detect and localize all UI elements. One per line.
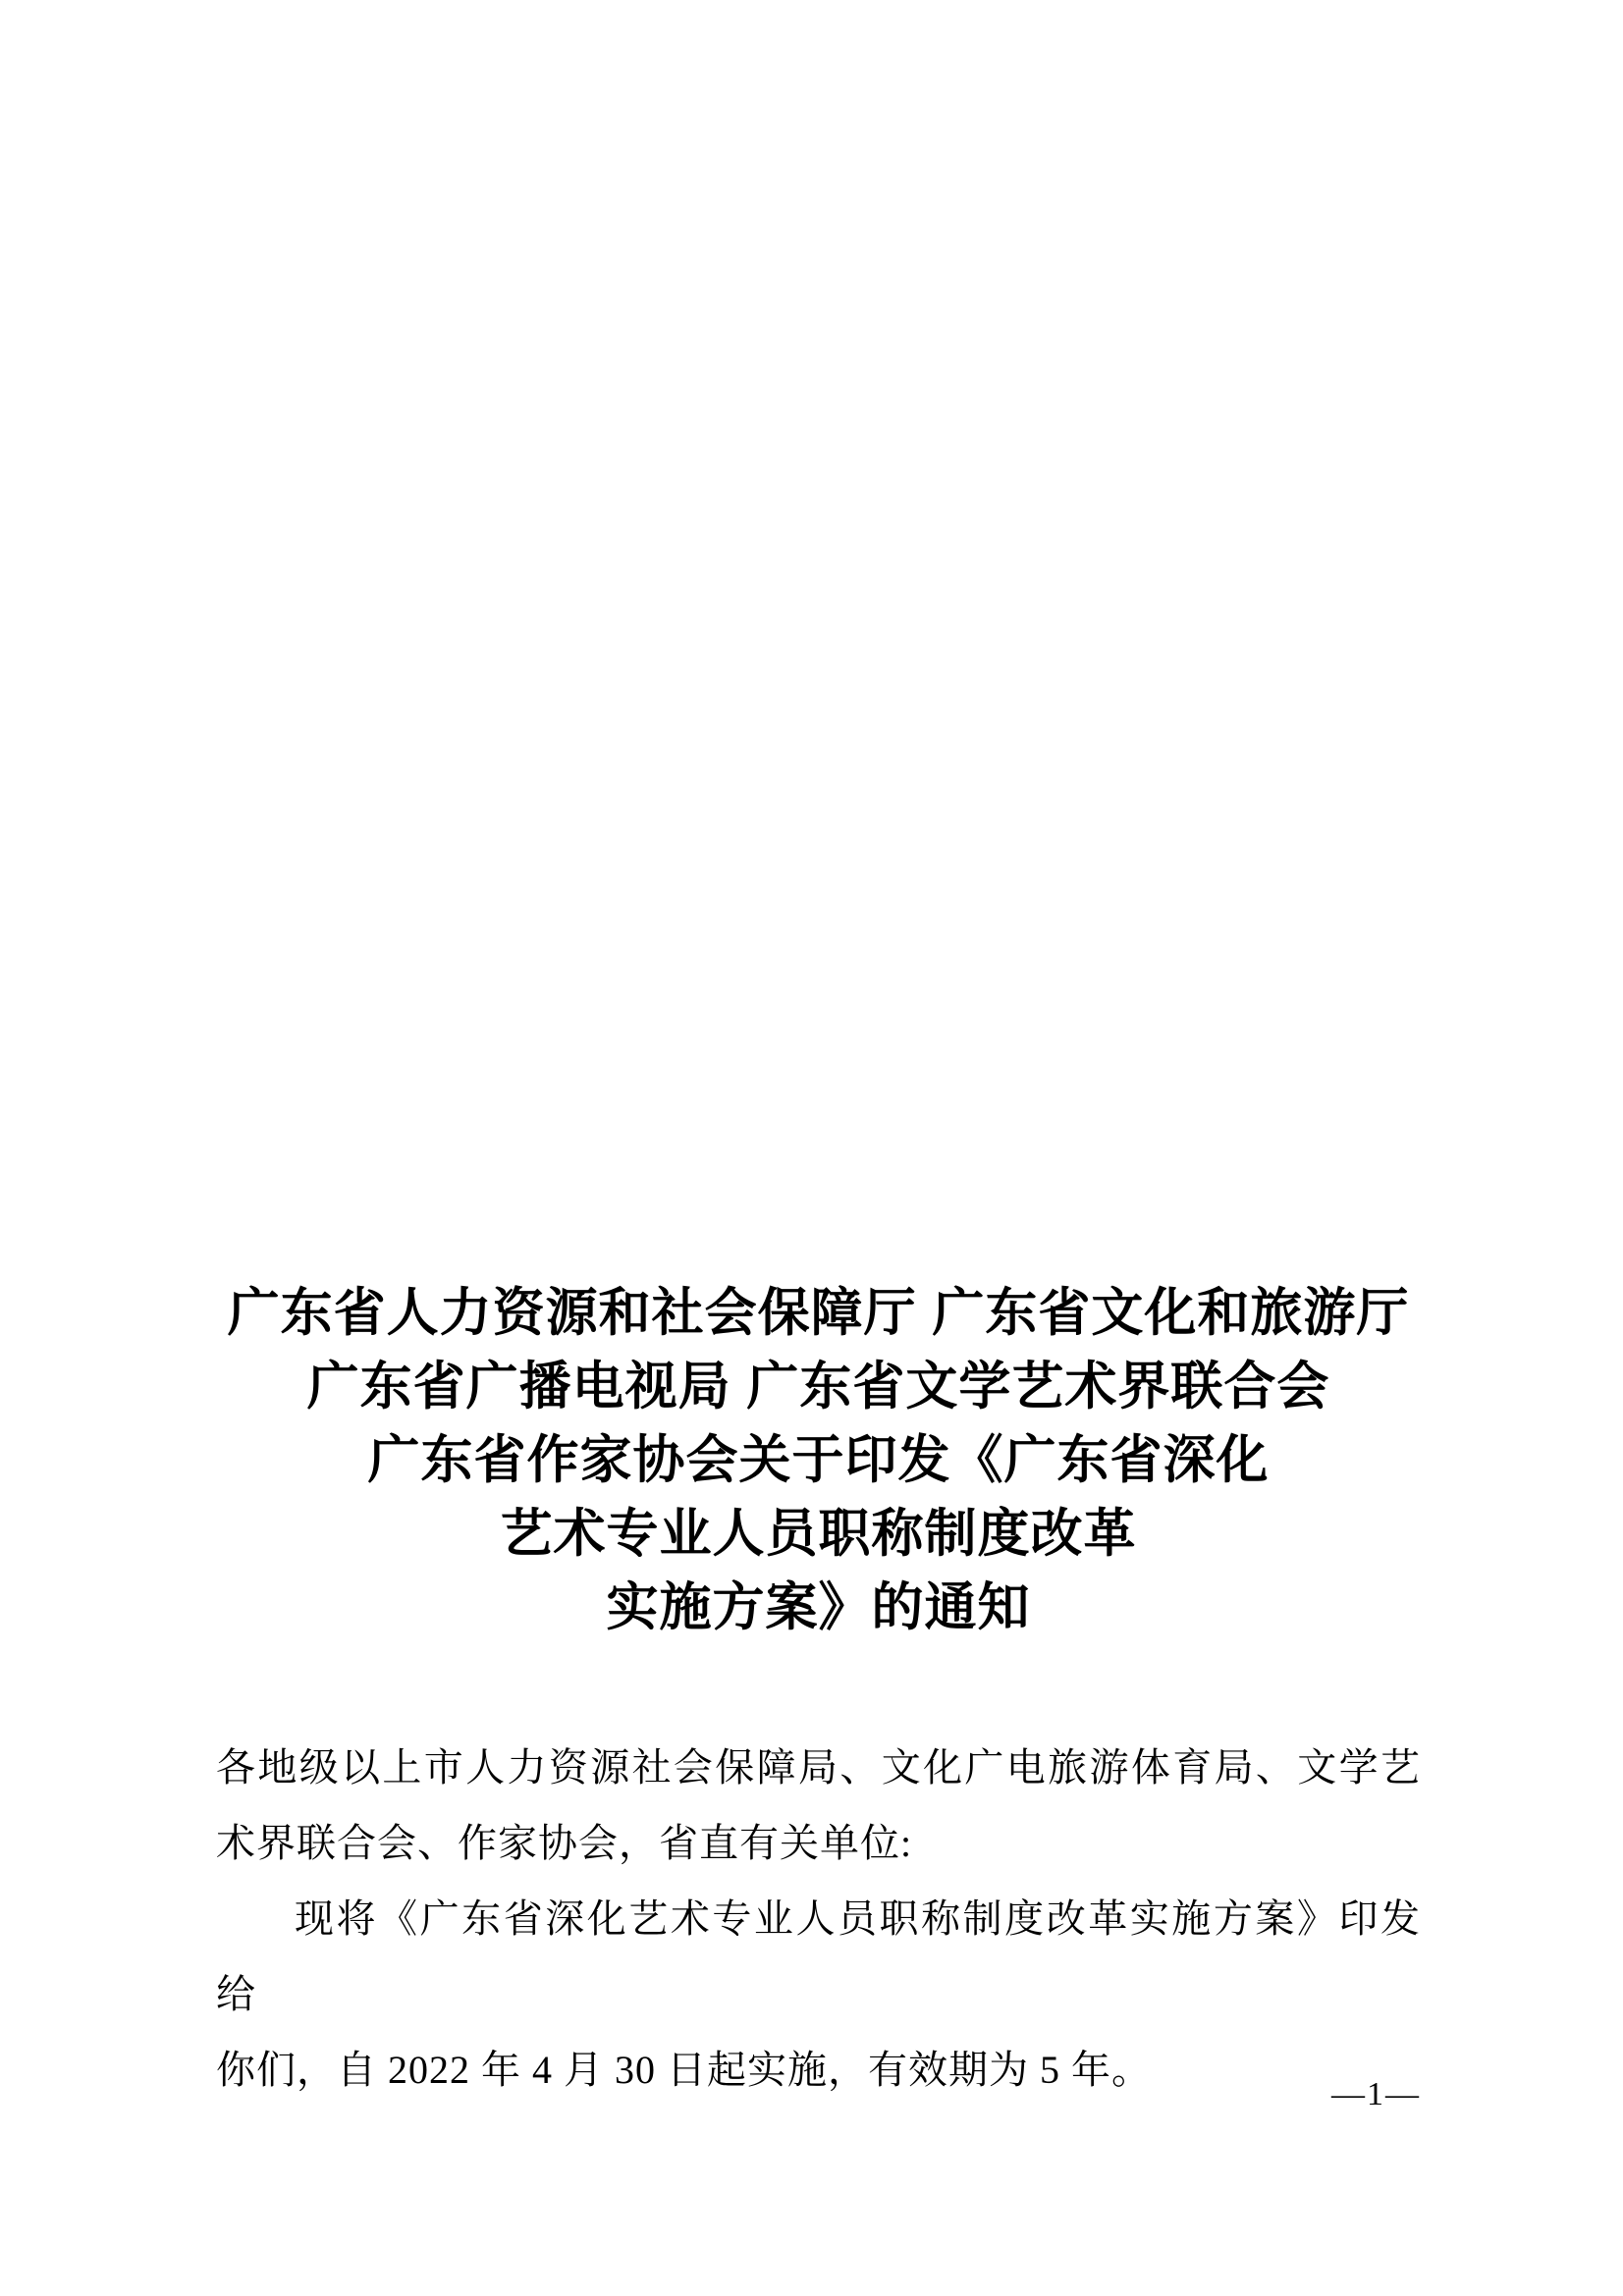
title-line-5: 实施方案》的通知 [606, 1578, 1031, 1636]
title-line-4: 艺术专业人员职称制度改革 [500, 1505, 1137, 1563]
document-body [216, 1730, 1421, 2108]
title-line-1: 广东省人力资源和社会保障厅 广东省文化和旅游厅 [227, 1284, 1410, 1342]
page-number: —1— [1331, 2076, 1421, 2112]
title-line-3: 广东省作家协会关于印发《广东省深化 [367, 1431, 1270, 1489]
body-line-2: 术界联合会、作家协会，省直有关单位: [216, 1821, 913, 1865]
body-line-1: 各地级以上市人力资源社会保障局、文化广电旅游体育局、文学艺 [216, 1745, 1421, 1789]
body-line-3: 现将《广东省深化艺术专业人员职称制度改革实施方案》印发给 [216, 1896, 1421, 2016]
title-line-2: 广东省广播电视局 广东省文学艺术界联合会 [306, 1358, 1330, 1415]
body-line-4: 你们，自 2022 年 4 月 30 日起实施，有效期为 5 年。 [216, 2048, 1152, 2092]
document-title [216, 1276, 1421, 1644]
